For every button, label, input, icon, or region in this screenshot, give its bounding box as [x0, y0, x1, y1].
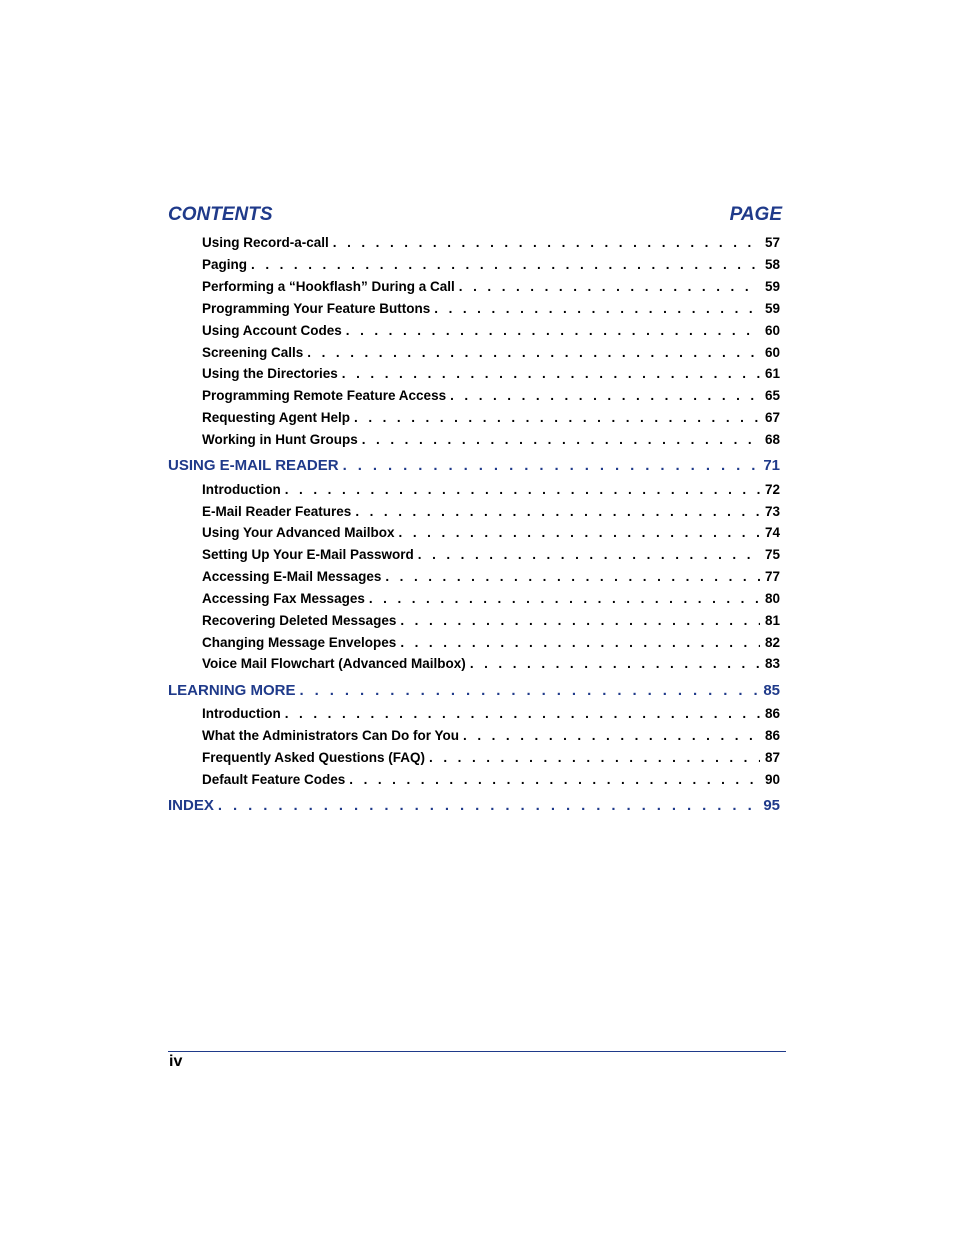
toc-entry-title: Using the Directories [202, 366, 338, 381]
toc-entry-title: Using Your Advanced Mailbox [202, 525, 395, 540]
toc-entry-title: Recovering Deleted Messages [202, 613, 397, 628]
toc-leader-dots [285, 704, 760, 724]
toc-section-title: INDEX [168, 797, 214, 814]
toc-entry-page: 59 [764, 279, 780, 294]
toc-leader-dots [355, 502, 760, 522]
toc-entry-title: Performing a “Hookflash” During a Call [202, 279, 455, 294]
toc-leader-dots [470, 654, 760, 674]
toc-leader-dots [429, 748, 760, 768]
toc-section-title: LEARNING MORE [168, 682, 296, 699]
toc-leader-dots [459, 277, 760, 297]
toc-leader-dots [300, 681, 760, 701]
footer-page-number: iv [169, 1053, 183, 1070]
toc-leader-dots [218, 796, 759, 816]
toc-leader-dots [307, 343, 760, 363]
toc-leader-dots [418, 545, 760, 565]
toc-entry-title: Programming Remote Feature Access [202, 388, 447, 403]
toc-entry[interactable] [202, 633, 780, 653]
toc-leader-dots [400, 633, 760, 653]
toc-entry[interactable] [202, 589, 780, 609]
toc-entry[interactable] [202, 299, 780, 319]
toc-entry[interactable] [202, 704, 780, 724]
toc-leader-dots [369, 589, 760, 609]
toc-entry[interactable] [202, 654, 780, 674]
toc-entry-title: Screening Calls [202, 345, 304, 360]
toc-entry-page: 72 [764, 482, 780, 497]
toc-section-page: 71 [763, 457, 780, 474]
toc-leader-dots [385, 567, 760, 587]
toc-entry-page: 58 [764, 257, 780, 272]
toc-leader-dots [362, 430, 760, 450]
toc-entry[interactable] [202, 364, 780, 384]
toc-entry[interactable] [202, 430, 780, 450]
toc-entry[interactable] [202, 611, 780, 631]
toc-entry-page: 59 [764, 301, 780, 316]
toc-entry-title: Default Feature Codes [202, 772, 346, 787]
toc-section[interactable] [168, 796, 780, 816]
toc-entry-page: 74 [764, 525, 780, 540]
toc-entry-title: Introduction [202, 706, 281, 721]
toc-entry[interactable] [202, 321, 780, 341]
toc-leader-dots [354, 408, 760, 428]
toc-leader-dots [349, 770, 760, 790]
toc-leader-dots [285, 480, 760, 500]
toc-entry-title: E-Mail Reader Features [202, 504, 352, 519]
toc-section[interactable] [168, 456, 780, 476]
toc-entry[interactable] [202, 545, 780, 565]
toc-entry-page: 82 [764, 635, 780, 650]
toc-entry[interactable] [202, 233, 780, 253]
toc-leader-dots [342, 364, 760, 384]
toc-entry[interactable] [202, 770, 780, 790]
toc-entry[interactable] [202, 277, 780, 297]
toc-entry[interactable] [202, 748, 780, 768]
toc-entry-title: Frequently Asked Questions (FAQ) [202, 750, 426, 765]
toc-entry-title: What the Administrators Can Do for You [202, 728, 460, 743]
toc-section-page: 95 [763, 797, 780, 814]
toc-entry-title: Using Record-a-call [202, 235, 329, 250]
toc-entry[interactable] [202, 386, 780, 406]
toc-entry-page: 60 [764, 323, 780, 338]
toc-leader-dots [251, 255, 760, 275]
toc-leader-dots [333, 233, 760, 253]
toc-leader-dots [399, 523, 760, 543]
toc-entry-page: 61 [764, 366, 780, 381]
toc-entry[interactable] [202, 408, 780, 428]
toc-leader-dots [400, 611, 760, 631]
toc-entry[interactable] [202, 567, 780, 587]
toc-entry-title: Voice Mail Flowchart (Advanced Mailbox) [202, 656, 466, 671]
toc-leader-dots [434, 299, 760, 319]
toc-entry-title: Changing Message Envelopes [202, 635, 397, 650]
toc-entry[interactable] [202, 523, 780, 543]
toc-entry-title: Programming Your Feature Buttons [202, 301, 431, 316]
toc-entry-page: 57 [764, 235, 780, 250]
toc-leader-dots [450, 386, 760, 406]
contents-heading: CONTENTS [168, 204, 273, 225]
toc-entry-title: Setting Up Your E-Mail Password [202, 547, 414, 562]
toc-entry-page: 86 [764, 706, 780, 721]
toc-leader-dots [463, 726, 760, 746]
toc-entry-page: 81 [764, 613, 780, 628]
toc-entry-page: 73 [764, 504, 780, 519]
toc-entry-page: 65 [764, 388, 780, 403]
toc-entry-page: 75 [764, 547, 780, 562]
toc-entry-title: Accessing E-Mail Messages [202, 569, 382, 584]
toc-entry-page: 60 [764, 345, 780, 360]
toc-entry[interactable] [202, 255, 780, 275]
toc-entry-title: Using Account Codes [202, 323, 342, 338]
toc-entry[interactable] [202, 343, 780, 363]
toc-entry-page: 83 [764, 656, 780, 671]
toc-entry-title: Requesting Agent Help [202, 410, 351, 425]
toc-entry-page: 68 [764, 432, 780, 447]
toc-section[interactable] [168, 681, 780, 701]
toc-section-title: USING E-MAIL READER [168, 457, 339, 474]
toc-leader-dots [343, 456, 760, 476]
toc-entry-page: 77 [764, 569, 780, 584]
toc-leader-dots [346, 321, 760, 341]
toc-entry-title: Accessing Fax Messages [202, 591, 365, 606]
toc-entry-page: 86 [764, 728, 780, 743]
toc-entry[interactable] [202, 502, 780, 522]
toc-entry-page: 80 [764, 591, 780, 606]
toc-entry-page: 90 [764, 772, 780, 787]
toc-entry-page: 87 [764, 750, 780, 765]
toc-entry-page: 67 [764, 410, 780, 425]
toc-entry-title: Introduction [202, 482, 281, 497]
toc-entry[interactable] [202, 726, 780, 746]
footer-divider [168, 1051, 786, 1052]
toc-section-page: 85 [763, 682, 780, 699]
page-heading: PAGE [729, 204, 782, 225]
toc-entry-title: Paging [202, 257, 248, 272]
toc-entry-title: Working in Hunt Groups [202, 432, 358, 447]
toc-entry[interactable] [202, 480, 780, 500]
